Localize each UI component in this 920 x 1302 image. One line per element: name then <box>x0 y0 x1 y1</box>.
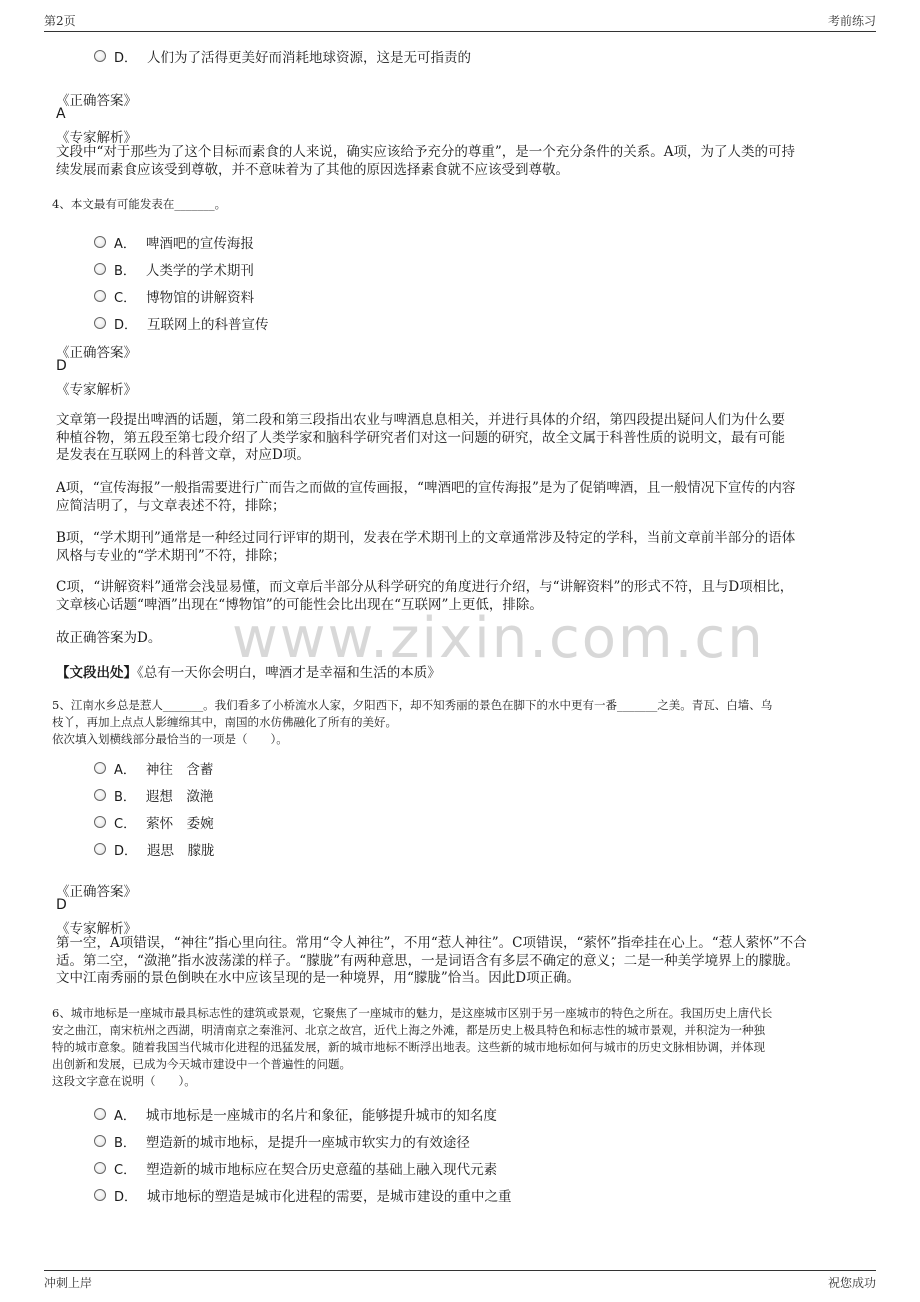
q4-option-a[interactable] <box>94 232 254 252</box>
header-divider <box>44 31 876 32</box>
q6-stem <box>52 1005 864 1090</box>
option-text: 神往 含蓄 <box>145 762 214 778</box>
footer-divider <box>44 1270 876 1271</box>
option-letter: A． <box>114 236 136 252</box>
option-text: 人们为了活得更美好而消耗地球资源，这是无可指责的 <box>147 50 472 66</box>
page-footer <box>44 1274 876 1291</box>
analysis-line: 第一空，A项错误，“神往”指心里向往。常用“令人神往”，不用“惹人神往”。C项错误，“萦怀”指牵挂在心上。“惹人萦怀”不合 <box>56 935 807 951</box>
q5-answer-label: 《正确答案》 <box>56 884 137 900</box>
radio-icon[interactable] <box>94 236 106 248</box>
option-text: 遐思 朦胧 <box>147 843 215 859</box>
radio-icon[interactable] <box>94 1135 106 1147</box>
radio-icon[interactable] <box>94 290 106 302</box>
option-text: 遐想 潋滟 <box>145 789 214 805</box>
option-text: 塑造新的城市地标应在契合历史意蕴的基础上融入现代元素 <box>146 1162 498 1178</box>
option-text: 人类学的学术期刊 <box>145 263 254 279</box>
analysis-line: B项，“学术期刊”通常是一种经过同行评审的期刊，发表在学术期刊上的文章通常涉及特定的学科，当前文章前半部分的语体 <box>56 530 796 546</box>
q4-source <box>56 661 441 681</box>
header-title: 考前练习 <box>827 14 876 28</box>
q3-analysis-label: 《专家解析》 <box>56 130 137 146</box>
radio-icon[interactable] <box>94 1108 106 1120</box>
q4-analysis-p1 <box>56 412 862 465</box>
radio-icon[interactable] <box>94 816 106 828</box>
stem-line: 安之曲江，南宋杭州之西湖，明清南京之秦淮河、北京之故宫，近代上海之外滩，都是历史上极具特色和标志性的城市景观，并积淀为一种独 <box>52 1023 765 1037</box>
radio-icon[interactable] <box>94 1189 106 1201</box>
stem-line: 6、城市地标是一座城市最具标志性的建筑或景观，它聚焦了一座城市的魅力，是这座城市区别于另一座城市的特色之所在。我国历史上唐代长 <box>52 1006 773 1020</box>
radio-icon[interactable] <box>94 843 106 855</box>
radio-icon[interactable] <box>94 317 106 329</box>
source-label: 【文段出处】 <box>56 665 137 681</box>
option-text: 城市地标的塑造是城市化进程的需要，是城市建设的重中之重 <box>147 1189 512 1205</box>
q4-answer: D <box>56 358 67 374</box>
q6-option-b[interactable] <box>94 1131 470 1151</box>
radio-icon[interactable] <box>94 50 106 62</box>
option-text: 博物馆的讲解资料 <box>146 290 255 306</box>
option-letter: A． <box>114 1108 136 1124</box>
analysis-line: 适。第二空，“潋滟”指水波荡漾的样子。“朦胧”有两种意思，一是词语含有多层不确定的意义；二是一种美学境界上的朦胧。 <box>56 952 800 969</box>
footer-left: 冲刺上岸 <box>44 1276 93 1290</box>
option-letter: D． <box>114 50 138 66</box>
option-text: 互联网上的科普宣传 <box>147 317 269 333</box>
source-text: 《总有一天你会明白，啤酒才是幸福和生活的本质》 <box>137 665 441 681</box>
option-text: 萦怀 委婉 <box>146 816 214 832</box>
stem-line: 出创新和发展，已成为今天城市建设中一个普遍性的问题。 <box>52 1057 351 1071</box>
q4-option-c[interactable] <box>94 286 254 306</box>
page-number: 第2页 <box>44 14 76 28</box>
analysis-line: 风格与专业的“学术期刊”不符，排除； <box>56 547 286 564</box>
q6-option-c[interactable] <box>94 1158 497 1178</box>
q5-answer: D <box>56 897 67 913</box>
q3-answer-label: 《正确答案》 <box>56 93 137 109</box>
q6-option-d[interactable] <box>94 1185 512 1205</box>
analysis-line: 文中江南秀丽的景色倒映在水中应该呈现的是一种境界，用“朦胧”恰当。因此D项正确。 <box>56 970 581 986</box>
option-letter: C． <box>114 290 137 306</box>
q5-option-a[interactable] <box>94 758 213 778</box>
watermark: www.zixin.com.cn <box>232 606 765 671</box>
q4-analysis-p3 <box>56 530 862 565</box>
option-text: 啤酒吧的宣传海报 <box>145 236 254 252</box>
stem-line: 枝丫，再加上点点人影缠绵其中，南国的水仿佛融化了所有的美好。 <box>52 715 397 729</box>
option-letter: C． <box>114 1162 137 1178</box>
analysis-line: A项，“宣传海报”一般指需要进行广而告之而做的宣传画报，“啤酒吧的宣传海报”是为了促销啤酒，且一般情况下宣传的内容 <box>56 480 796 496</box>
q4-analysis-p2 <box>56 480 862 515</box>
q6-option-a[interactable] <box>94 1104 497 1124</box>
q4-answer-label: 《正确答案》 <box>56 345 137 361</box>
option-letter: D． <box>114 1189 138 1205</box>
q3-analysis <box>56 144 862 179</box>
option-letter: D． <box>114 317 138 333</box>
stem-line: 特的城市意象。随着我国当代城市化进程的迅猛发展，新的城市地标不断浮出地表。这些新的城市地标如何与城市的历史文脉相协调，并体现 <box>52 1040 765 1054</box>
q5-option-b[interactable] <box>94 785 213 805</box>
option-text: 城市地标是一座城市的名片和象征，能够提升城市的知名度 <box>145 1108 497 1124</box>
analysis-line: 是发表在互联网上的科普文章，对应D项。 <box>56 447 310 463</box>
option-text: 塑造新的城市地标，是提升一座城市软实力的有效途径 <box>145 1135 470 1151</box>
q4-analysis-p5: 故正确答案为D。 <box>56 630 162 646</box>
option-letter: D． <box>114 843 138 859</box>
q4-option-b[interactable] <box>94 259 254 279</box>
q5-stem <box>52 697 864 748</box>
radio-icon[interactable] <box>94 762 106 774</box>
analysis-line: 续发展而素食应该受到尊敬，并不意味着为了其他的原因选择素食就不应该受到尊敬。 <box>56 161 569 178</box>
q5-analysis-label: 《专家解析》 <box>56 921 137 937</box>
option-letter: C． <box>114 816 137 832</box>
q5-option-d[interactable] <box>94 839 215 859</box>
analysis-line: C项，“讲解资料”通常会浅显易懂，而文章后半部分从科学研究的角度进行介绍，与“讲解资料”的形式不符，且与D项相比， <box>56 579 794 595</box>
analysis-line: 种植谷物，第五段至第七段介绍了人类学家和脑科学研究者们对这一问题的研究，故全文属于科普性质的说明文，最有可能 <box>56 429 785 446</box>
option-letter: A． <box>114 762 136 778</box>
q4-stem: 4、本文最有可能发表在_______。 <box>52 197 227 211</box>
radio-icon[interactable] <box>94 263 106 275</box>
stem-line: 依次填入划横线部分最恰当的一项是（ ）。 <box>52 732 288 746</box>
q3-answer: A <box>56 106 66 122</box>
option-letter: B． <box>114 1135 136 1151</box>
page-header <box>44 12 876 29</box>
analysis-line: 文章核心话题“啤酒”出现在“博物馆”的可能性会比出现在“互联网”上更低，排除。 <box>56 596 543 613</box>
option-letter: B． <box>114 789 136 805</box>
footer-right: 祝您成功 <box>827 1276 876 1290</box>
q5-analysis <box>56 935 862 988</box>
q5-option-c[interactable] <box>94 812 214 832</box>
analysis-line: 文段中“对于那些为了这个目标而素食的人来说，确实应该给予充分的尊重”，是一个充分条件的关系。A项，为了人类的可持 <box>56 144 796 160</box>
analysis-line: 文章第一段提出啤酒的话题，第二段和第三段指出农业与啤酒息息相关，并进行具体的介绍，第四段提出疑问人们为什么要 <box>56 412 785 428</box>
q3-option-d[interactable] <box>94 46 471 66</box>
q4-option-d[interactable] <box>94 313 269 333</box>
stem-line: 5、江南水乡总是惹人_______。我们看多了小桥流水人家，夕阳西下，却不知秀丽的景色在脚下的水中更有一番_______之美。青瓦、白墙、乌 <box>52 698 773 712</box>
analysis-line: 应简洁明了，与文章表述不符，排除； <box>56 497 286 514</box>
stem-line: 这段文字意在说明（ ）。 <box>52 1074 196 1088</box>
q4-analysis-label: 《专家解析》 <box>56 382 137 398</box>
radio-icon[interactable] <box>94 789 106 801</box>
radio-icon[interactable] <box>94 1162 106 1174</box>
option-letter: B． <box>114 263 136 279</box>
